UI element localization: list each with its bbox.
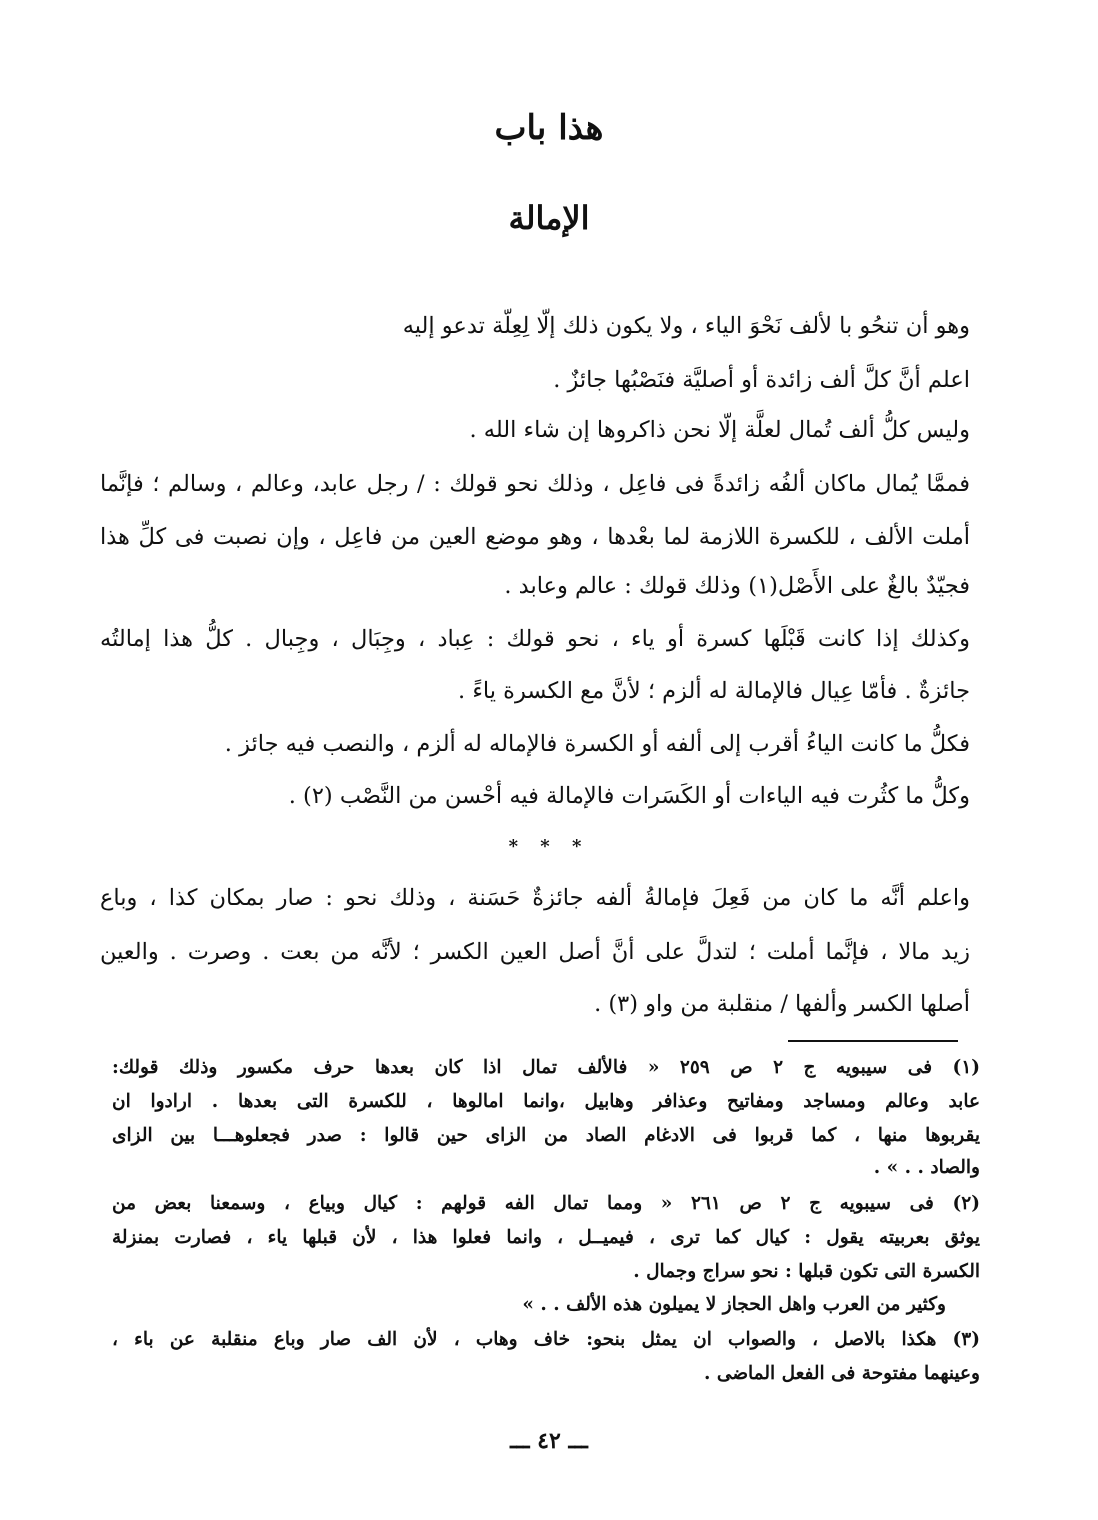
footnote-line: (٣) هكذا بالاصل ، والصواب ان يمثل بنحو: خاف وهاب ، لأن الف صار وباع منقلبة عن باء ،: [112, 1329, 980, 1350]
body-line: فممَّا يُمال ماكان ألفُه زائدةً فى فاعِل ، وذلك نحو قولك : / رجل عابد، وعالم ، وسالم ؛ فإنَّما: [100, 471, 970, 497]
body-line: وهو أن تنحُو با لألف نَحْوَ الياء ، ولا يكون ذلك إلّا لِعِلّة تدعو إليه: [402, 313, 970, 339]
body-line: جائزةٌ . فأمّا عِيال فالإمالة له ألزم ؛ لأنَّ مع الكسرة ياءً .: [458, 678, 970, 704]
section-title: الإمالة: [508, 199, 590, 237]
body-line: وكلُّ ما كثُرت فيه الياءات أو الكَسَرات فالإمالة فيه أحْسن من النَّصْب (٢) .: [288, 783, 970, 809]
footnote-line: (١) فى سيبويه ج ٢ ص ٢٥٩ « فالألف تمال اذا كان بعدها حرف مكسور وذلك قولك:: [112, 1057, 981, 1078]
section-separator: * * *: [508, 836, 590, 857]
footnote-line: عابد وعالم ومساجد ومفاتيح وعذافر وهابيل ،وانما امالوها ، للكسرة التى بعدها . ارادوا ان: [112, 1091, 980, 1112]
footnote-line: يقربوها منها ، كما قربوا فى الادغام الصاد من الزاى حين قالوا : صدر فجعلوهـــا بين الزاى: [112, 1125, 980, 1146]
footnote-line: وكثير من العرب واهل الحجاز لا يميلون هذه الألف . . »: [522, 1294, 946, 1315]
footnote-line: (٢) فى سيبويه ج ٢ ص ٢٦١ « ومما تمال الفه قولهم : كيال وبياع ، وسمعنا بعض من: [112, 1193, 980, 1214]
footnote-line: والصاد . . » .: [873, 1157, 980, 1178]
footnote-line: الكسرة التى تكون قبلها : نحو سراج وجمال .: [633, 1261, 980, 1282]
footnote-line: يوثق بعربيته يقول : كيال كما ترى ، فيميــل ، وانما فعلوا هذا ، لأن قبلها ياء ، فصارت بمنزلة: [112, 1227, 980, 1248]
body-line: أملت الألف ، للكسرة اللازمة لما بعْدها ، وهو موضع العين من فاعِل ، وإن نصبت فى كلِّ هذا: [100, 524, 970, 550]
footnote-line: وعينهما مفتوحة فى الفعل الماضى .: [704, 1363, 980, 1384]
body-line: وليس كلُّ ألف تُمال لعلَّة إلّا نحن ذاكروها إن شاء الله .: [469, 417, 970, 443]
body-line: زيد مالا ، فإنَّما أملت ؛ لتدلَّ على أنَّ أصل العين الكسر ؛ لأنَّه من بعت . وصرت . والعين: [100, 939, 970, 965]
body-line: أصلها الكسر وألفها / منقلبة من واو (٣) .: [594, 991, 970, 1017]
chapter-heading: هذا باب: [494, 108, 604, 148]
body-line: فكلُّ ما كانت الياءُ أقرب إلى ألفه أو الكسرة فالإماله له ألزم ، والنصب فيه جائز .: [224, 731, 970, 757]
body-line: وكذلك إذا كانت قَبْلَها كسرة أو ياء ، نحو قولك : عِباد ، وجِبَال ، وجِبال . كلُّ هذا إمالتُه: [100, 626, 970, 652]
body-line: فجيّدٌ بالغٌ على الأَصْل(١) وذلك قولك : عالم وعابد .: [504, 573, 970, 599]
footnote-divider: [788, 1040, 958, 1042]
body-line: اعلم أنَّ كلَّ ألف زائدة أو أصليَّة فنَصْبُها جائزٌ .: [553, 367, 970, 393]
body-line: واعلم أنَّه ما كان من فَعِلَ فإمالةُ ألفه جائزةٌ حَسَنة ، وذلك نحو : صار بمكان كذا ، وباع: [100, 885, 970, 911]
page-number: ـــ ٤٢ ـــ: [510, 1428, 588, 1454]
